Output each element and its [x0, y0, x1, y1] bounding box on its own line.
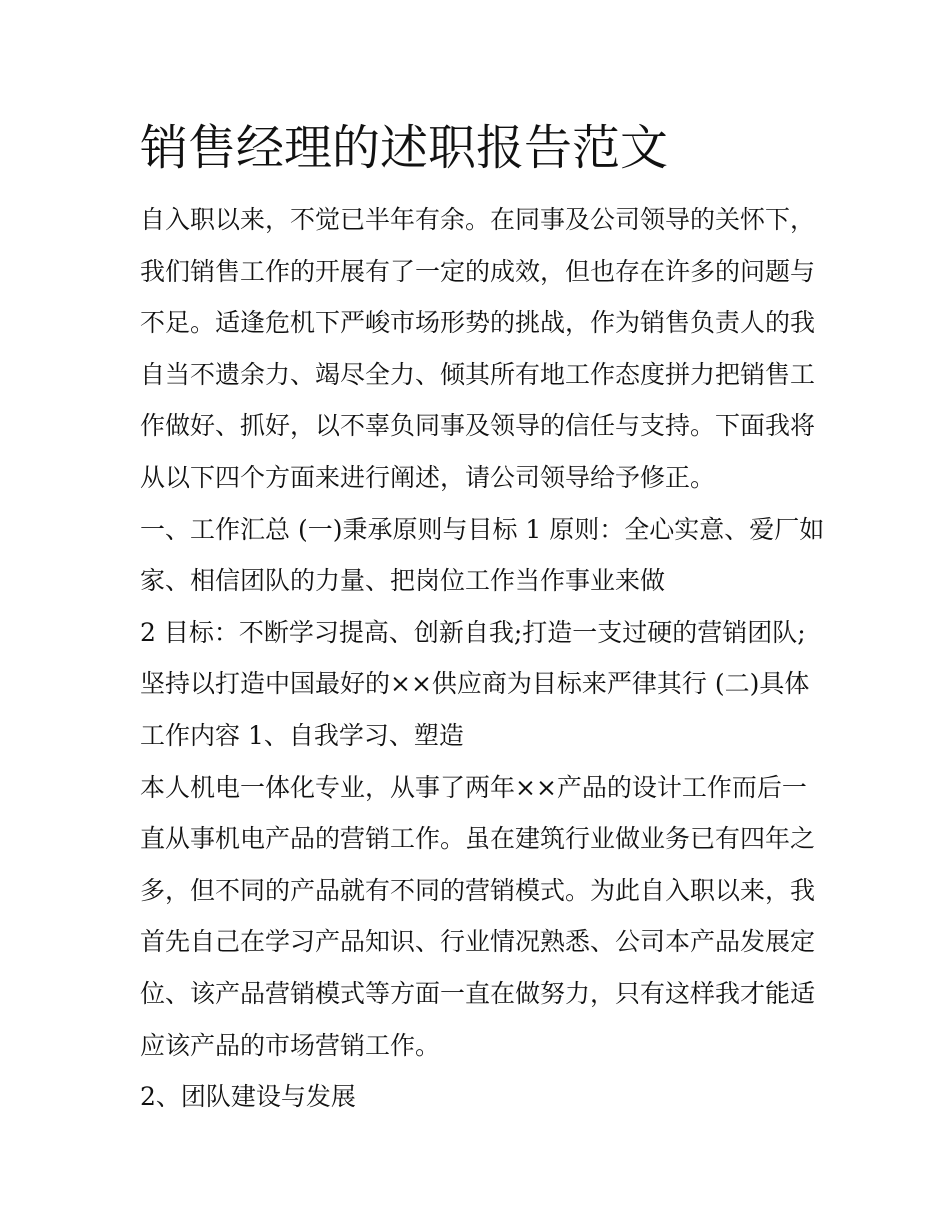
text-line: 首先自己在学习产品知识、行业情况熟悉、公司本产品发展定	[140, 927, 816, 957]
text-line: 位、该产品营销模式等方面一直在做努力，只有这样我才能适	[140, 978, 816, 1008]
document-title: 销售经理的述职报告范文	[140, 120, 669, 176]
document-body	[140, 194, 825, 1123]
text-line: 工作内容 1、自我学习、塑造	[140, 720, 464, 750]
text-line: 家、相信团队的力量、把岗位工作当作事业来做	[140, 566, 666, 596]
text-line: 2、团队建设与发展	[140, 1082, 356, 1112]
text-line: 多，但不同的产品就有不同的营销模式。为此自入职以来，我	[140, 875, 816, 905]
text-line: 直从事机电产品的营销工作。虽在建筑行业做业务已有四年之	[140, 824, 816, 854]
text-line: 我们销售工作的开展有了一定的成效，但也存在许多的问题与	[140, 256, 816, 286]
text-line: 本人机电一体化专业，从事了两年××产品的设计工作而后一	[140, 772, 807, 802]
text-line: 坚持以打造中国最好的××供应商为目标来严律其行 (二)具体	[140, 669, 810, 699]
document-content	[140, 112, 825, 1123]
text-line: 一、工作汇总 (一)秉承原则与目标 1 原则：全心实意、爱厂如	[140, 514, 825, 544]
text-line: 自当不遗余力、竭尽全力、倾其所有地工作态度拼力把销售工	[140, 359, 816, 389]
text-line: 不足。适逢危机下严峻市场形势的挑战，作为销售负责人的我	[140, 308, 816, 338]
text-line: 作做好、抓好，以不辜负同事及领导的信任与支持。下面我将	[140, 411, 816, 441]
text-line: 2 目标：不断学习提高、创新自我;打造一支过硬的营销团队;	[140, 617, 806, 647]
text-line: 从以下四个方面来进行阐述，请公司领导给予修正。	[140, 462, 716, 492]
text-line: 自入职以来，不觉已半年有余。在同事及公司领导的关怀下，	[140, 205, 816, 234]
text-line: 应该产品的市场营销工作。	[140, 1030, 441, 1060]
